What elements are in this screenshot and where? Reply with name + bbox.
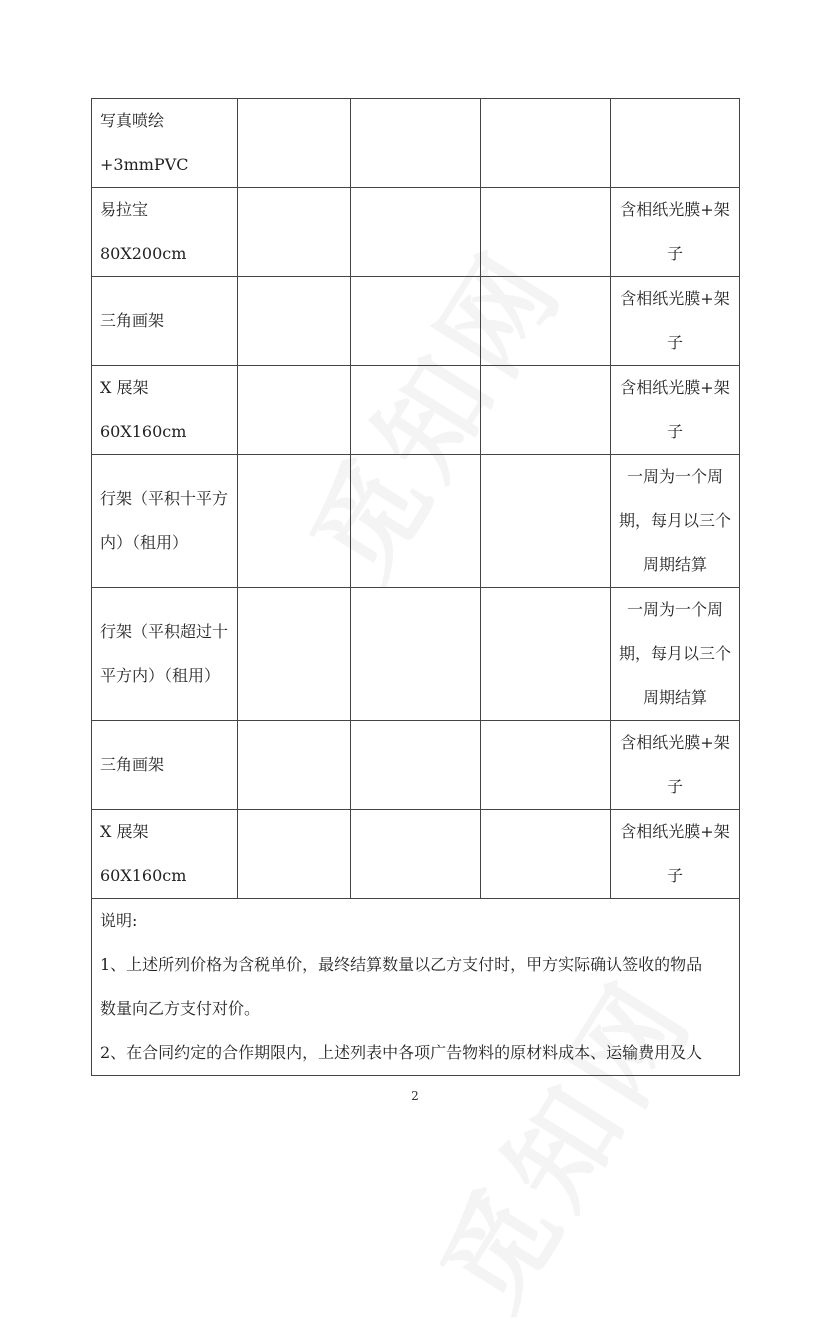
table-row: [92, 810, 740, 899]
item-name-cell: 行架（平积超过十 平方内）（租用）: [92, 588, 238, 721]
item-name-cell: 写真喷绘 +3mmPVC: [92, 99, 238, 188]
note-cell: 含相纸光膜+架 子: [611, 188, 740, 277]
notes-paragraph-2: 2、在合同约定的合作期限内，上述列表中各项广告物料的原材料成本、运输费用及人: [100, 1043, 703, 1062]
spec-cell: [238, 455, 351, 588]
notes-cell: [92, 899, 740, 1076]
price-table-body: [92, 99, 740, 1076]
item-name-cell: 易拉宝 80X200cm: [92, 188, 238, 277]
item-name-cell: X 展架 60X160cm: [92, 810, 238, 899]
item-name-cell: 三角画架: [92, 277, 238, 366]
unit-price-cell: [351, 366, 481, 455]
table-row: [92, 277, 740, 366]
quantity-cell: [481, 455, 611, 588]
unit-price-cell: [351, 455, 481, 588]
note-cell: 含相纸光膜+架 子: [611, 721, 740, 810]
quantity-cell: [481, 277, 611, 366]
spec-cell: [238, 588, 351, 721]
item-name-cell: 行架（平积十平方 内）（租用）: [92, 455, 238, 588]
notes-paragraph-1a: 1、上述所列价格为含税单价，最终结算数量以乙方支付时，甲方实际确认签收的物品: [100, 955, 703, 974]
table-row: [92, 366, 740, 455]
unit-price-cell: [351, 810, 481, 899]
note-cell: 一周为一个周 期，每月以三个 周期结算: [611, 588, 740, 721]
table-row: [92, 455, 740, 588]
page-number: 2: [411, 1089, 419, 1103]
quantity-cell: [481, 99, 611, 188]
note-cell: 含相纸光膜+架 子: [611, 277, 740, 366]
quantity-cell: [481, 588, 611, 721]
notes-row: [92, 899, 740, 1076]
unit-price-cell: [351, 99, 481, 188]
spec-cell: [238, 99, 351, 188]
item-name-cell: X 展架 60X160cm: [92, 366, 238, 455]
price-table: [91, 98, 740, 1076]
unit-price-cell: [351, 721, 481, 810]
unit-price-cell: [351, 277, 481, 366]
quantity-cell: [481, 366, 611, 455]
notes-title: 说明:: [100, 911, 138, 930]
note-cell: 含相纸光膜+架 子: [611, 366, 740, 455]
table-row: [92, 588, 740, 721]
spec-cell: [238, 721, 351, 810]
note-cell: [611, 99, 740, 188]
quantity-cell: [481, 188, 611, 277]
note-cell: 含相纸光膜+架 子: [611, 810, 740, 899]
quantity-cell: [481, 721, 611, 810]
note-cell: 一周为一个周 期，每月以三个 周期结算: [611, 455, 740, 588]
table-row: [92, 721, 740, 810]
unit-price-cell: [351, 588, 481, 721]
notes-paragraph-1b: 数量向乙方支付对价。: [100, 999, 261, 1018]
spec-cell: [238, 188, 351, 277]
spec-cell: [238, 366, 351, 455]
unit-price-cell: [351, 188, 481, 277]
spec-cell: [238, 810, 351, 899]
table-row: [92, 99, 740, 188]
item-name-cell: 三角画架: [92, 721, 238, 810]
table-row: [92, 188, 740, 277]
quantity-cell: [481, 810, 611, 899]
spec-cell: [238, 277, 351, 366]
